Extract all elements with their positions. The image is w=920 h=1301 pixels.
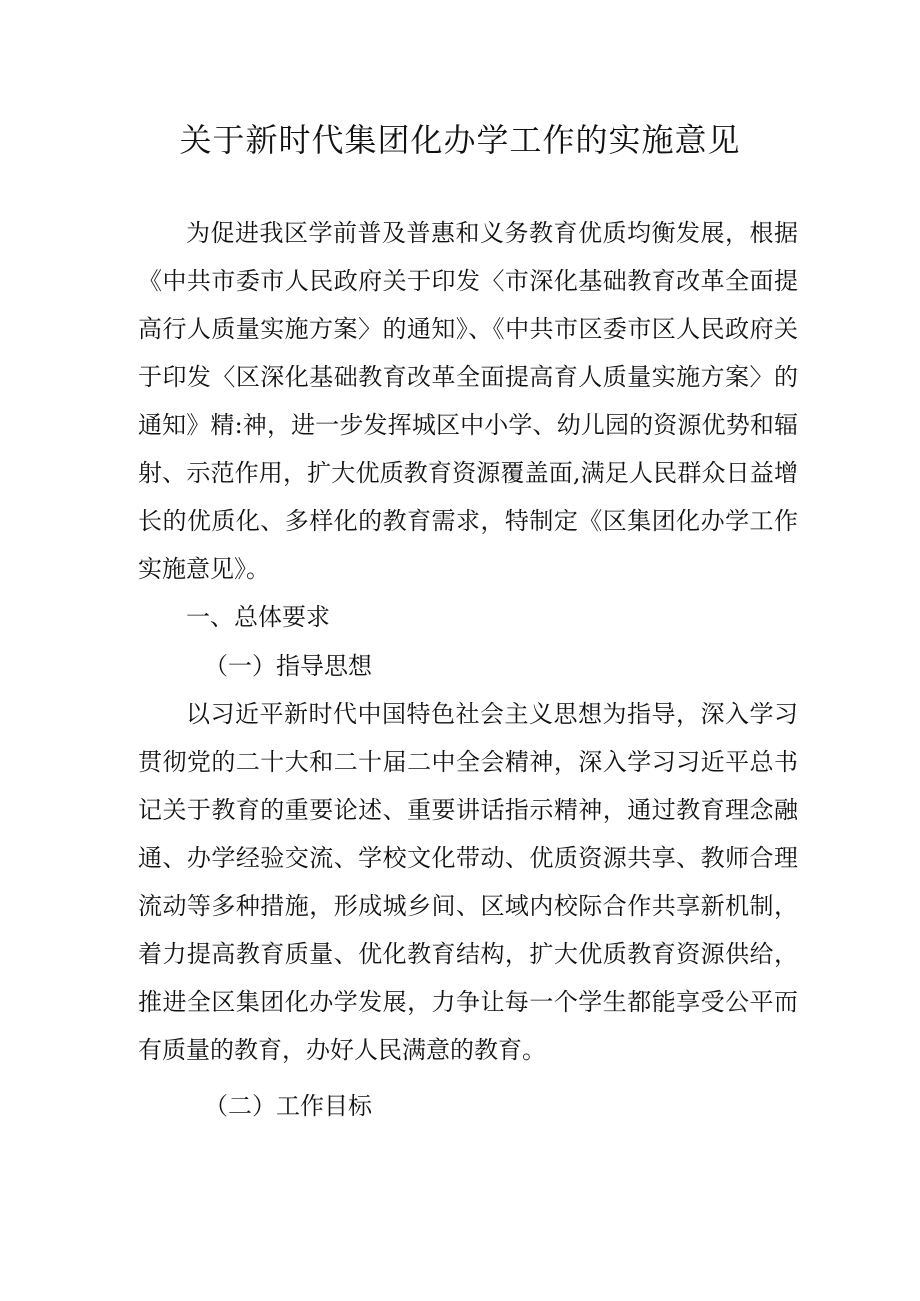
guiding-ideology-paragraph: 以习近平新时代中国特色社会主义思想为指导，深入学习贯彻党的二十大和二十届二中全会精神，深入学习习近平总书记关于教育的重要论述、重要讲话指示精神，通过教育理念融通、办学经验交流、学校文化带动、优质资源共享、教师合理流动等多种措施，形成城乡间、区域内校际合作共享新机制，着力提高教育质量、优化教育结构，扩大优质教育资源供给，推进全区集团化办学发展，力争让每一个学生都能享受公平而有质量的教育，办好人民满意的教育。 [138, 700, 798, 1064]
section-heading-overall-requirements: 一、总体要求 [186, 603, 330, 631]
document-title: 关于新时代集团化办学工作的实施意见 [179, 121, 741, 159]
intro-paragraph: 为促进我区学前普及普惠和义务教育优质均衡发展，根据《中共市委市人民政府关于印发〈市深化基础教育改革全面提高行人质量实施方案〉的通知》、《中共市区委市区人民政府关于印发〈区深化基础教育改革全面提高育人质量实施方案〉的通知》精:神，进一步发挥城区中小学、幼儿园的资源优势和辐射、示范作用，扩大优质教育资源覆盖面,满足人民群众日益增长的优质化、多样化的教育需求，特制定《区集团化办学工作实施意见》。 [138, 219, 798, 583]
subsection-heading-guiding-ideology: （一）指导思想 [204, 652, 372, 680]
subsection-heading-work-goals: （二）工作目标 [204, 1092, 372, 1120]
